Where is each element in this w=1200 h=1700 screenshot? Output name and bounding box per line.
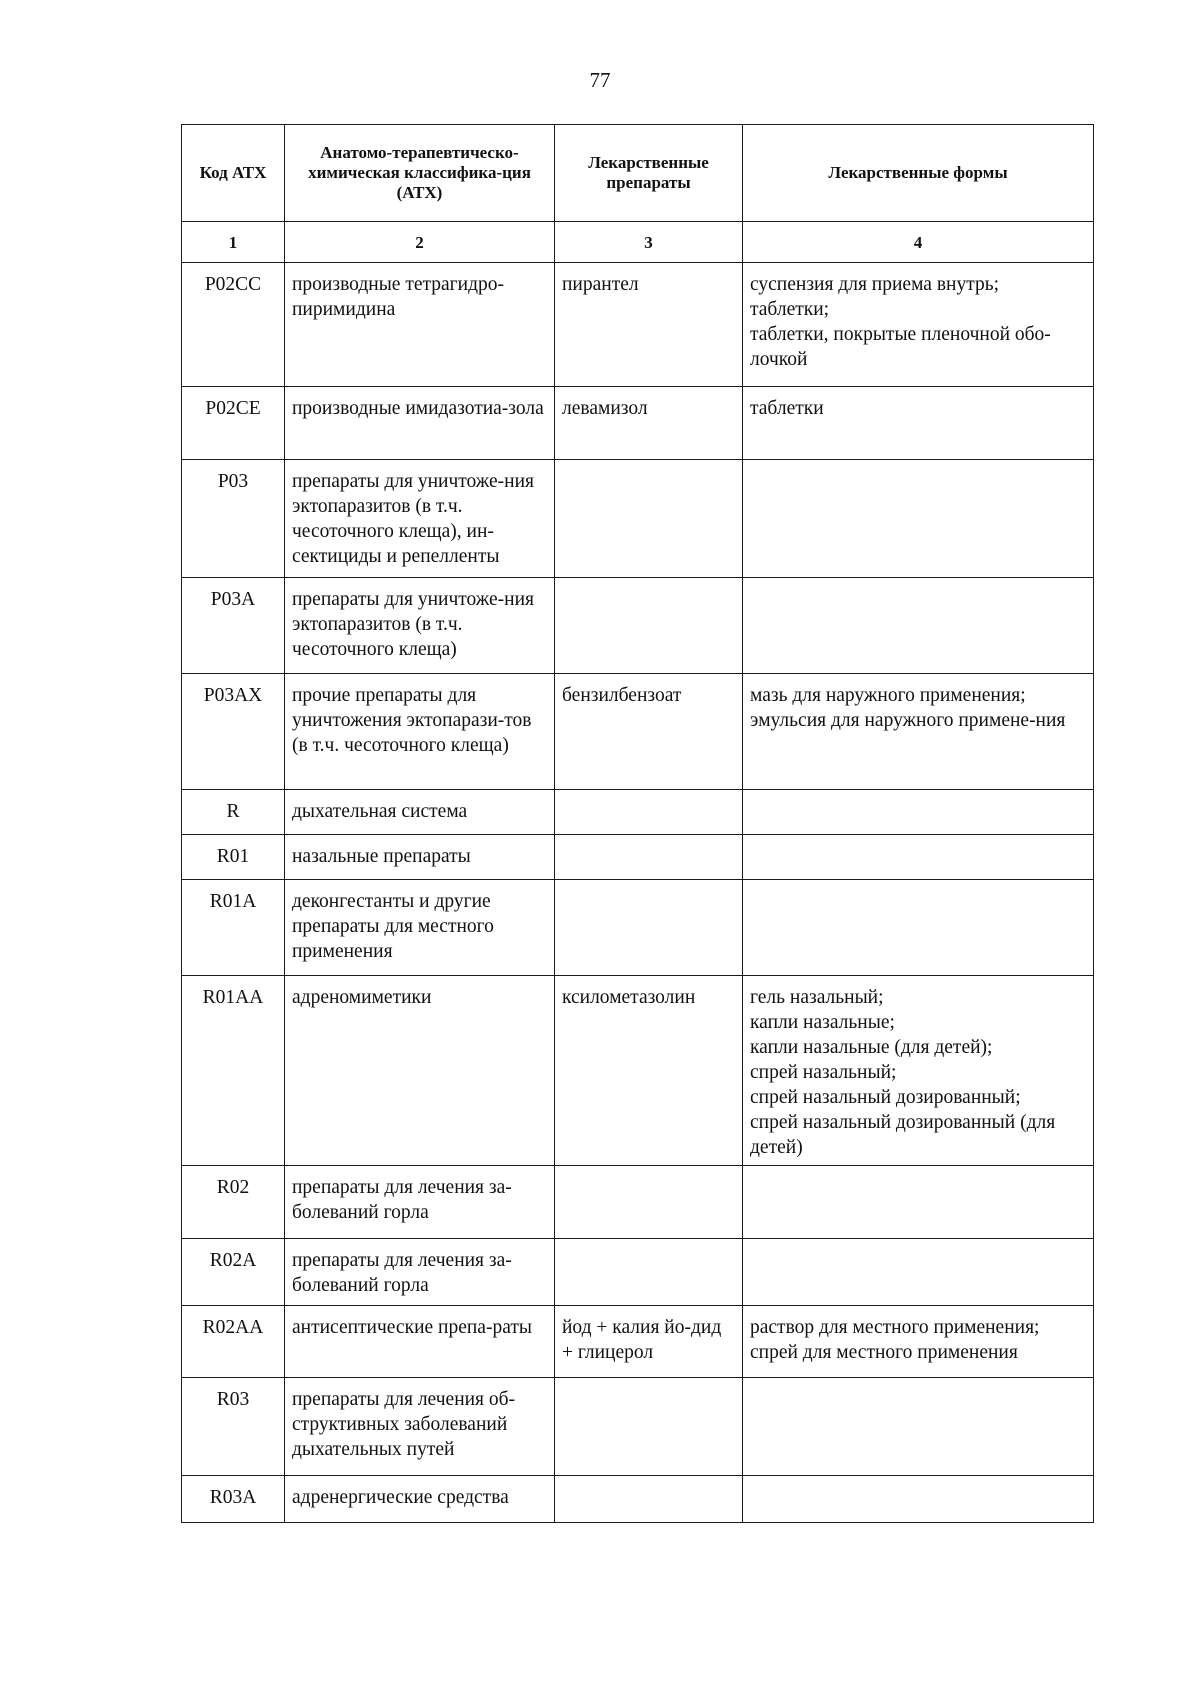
- atc-table: [181, 124, 1094, 1523]
- table-row: [182, 790, 1094, 835]
- dosage-form-item: спрей назальный;: [750, 1062, 897, 1083]
- classification-cell: производные тетрагидро-пиримидина: [285, 263, 555, 387]
- dosage-forms-cell: [743, 1306, 1094, 1378]
- atc-code-cell: P03: [182, 460, 285, 578]
- drug-cell: [555, 880, 743, 976]
- dosage-forms-cell: [743, 460, 1094, 578]
- classification-cell: назальные препараты: [285, 835, 555, 880]
- dosage-forms-cell: [743, 1166, 1094, 1239]
- atc-code-cell: R03: [182, 1378, 285, 1476]
- drug-cell: [555, 1239, 743, 1306]
- drug-cell: пирантел: [555, 263, 743, 387]
- header-atc-code: Код АТХ: [182, 125, 285, 222]
- dosage-form-item: мазь для наружного применения;: [750, 685, 1026, 706]
- column-number: 2: [285, 222, 555, 263]
- dosage-form-item: эмульсия для наружного примене-ния: [750, 710, 1066, 731]
- dosage-form-item: суспензия для приема внутрь;: [750, 274, 1000, 295]
- table-row: [182, 578, 1094, 674]
- dosage-forms-cell: [743, 1239, 1094, 1306]
- classification-cell: адренергические средства: [285, 1476, 555, 1523]
- drug-cell: [555, 790, 743, 835]
- classification-cell: дыхательная система: [285, 790, 555, 835]
- drug-cell: левамизол: [555, 387, 743, 460]
- table-row: [182, 1476, 1094, 1523]
- column-number: 1: [182, 222, 285, 263]
- column-number-row: [182, 222, 1094, 263]
- classification-cell: препараты для лечения за-болеваний горла: [285, 1239, 555, 1306]
- dosage-form-item: спрей для местного применения: [750, 1342, 1018, 1363]
- atc-code-cell: R03A: [182, 1476, 285, 1523]
- classification-cell: антисептические препа-раты: [285, 1306, 555, 1378]
- drug-cell: ксилометазолин: [555, 976, 743, 1166]
- dosage-forms-cell: [743, 880, 1094, 976]
- classification-cell: деконгестанты и другие препараты для местного применения: [285, 880, 555, 976]
- table-row: [182, 976, 1094, 1166]
- atc-code-cell: P02CE: [182, 387, 285, 460]
- header-atc-classification: Анатомо-терапевтическо-химическая классифика-ция (АТХ): [285, 125, 555, 222]
- dosage-forms-cell: [743, 263, 1094, 387]
- classification-cell: препараты для уничтоже-ния эктопаразитов (в т.ч. чесоточного клеща), ин-сектициды и репелленты: [285, 460, 555, 578]
- table-row: [182, 1166, 1094, 1239]
- dosage-forms-cell: [743, 387, 1094, 460]
- drug-cell: [555, 578, 743, 674]
- dosage-forms-cell: [743, 835, 1094, 880]
- atc-code-cell: P03A: [182, 578, 285, 674]
- drug-cell: йод + калия йо-дид + глицерол: [555, 1306, 743, 1378]
- atc-code-cell: P03AX: [182, 674, 285, 790]
- dosage-form-item: таблетки: [750, 398, 824, 419]
- classification-cell: препараты для лечения об-структивных заболеваний дыхательных путей: [285, 1378, 555, 1476]
- table-row: [182, 1306, 1094, 1378]
- drug-cell: [555, 460, 743, 578]
- dosage-form-item: гель назальный;: [750, 987, 884, 1008]
- dosage-forms-cell: [743, 976, 1094, 1166]
- drug-cell: [555, 1166, 743, 1239]
- dosage-form-item: раствор для местного применения;: [750, 1317, 1040, 1338]
- atc-code-cell: R02AA: [182, 1306, 285, 1378]
- table-row: [182, 835, 1094, 880]
- dosage-forms-cell: [743, 578, 1094, 674]
- drug-cell: [555, 1476, 743, 1523]
- header-drugs: Лекарственные препараты: [555, 125, 743, 222]
- page-number: 77: [589, 68, 611, 92]
- classification-cell: препараты для уничтоже-ния эктопаразитов (в т.ч. чесоточного клеща): [285, 578, 555, 674]
- dosage-forms-cell: [743, 1476, 1094, 1523]
- classification-cell: прочие препараты для уничтожения эктопарази-тов (в т.ч. чесоточного клеща): [285, 674, 555, 790]
- atc-code-cell: R01AA: [182, 976, 285, 1166]
- classification-cell: адреномиметики: [285, 976, 555, 1166]
- dosage-form-item: капли назальные;: [750, 1012, 895, 1033]
- table-header-row: [182, 125, 1094, 222]
- atc-code-cell: P02CC: [182, 263, 285, 387]
- atc-code-cell: R02A: [182, 1239, 285, 1306]
- table-row: [182, 1239, 1094, 1306]
- dosage-forms-cell: [743, 1378, 1094, 1476]
- dosage-form-item: таблетки, покрытые пленочной обо-лочкой: [750, 324, 1051, 370]
- header-dosage-forms: Лекарственные формы: [743, 125, 1094, 222]
- dosage-form-item: спрей назальный дозированный (для детей): [750, 1112, 1056, 1158]
- table-row: [182, 1378, 1094, 1476]
- table-row: [182, 880, 1094, 976]
- table-row: [182, 263, 1094, 387]
- dosage-form-item: капли назальные (для детей);: [750, 1037, 993, 1058]
- classification-cell: препараты для лечения за-болеваний горла: [285, 1166, 555, 1239]
- table-row: [182, 674, 1094, 790]
- table-row: [182, 460, 1094, 578]
- atc-code-cell: R01: [182, 835, 285, 880]
- dosage-forms-cell: [743, 790, 1094, 835]
- atc-code-cell: R: [182, 790, 285, 835]
- table-body: [182, 222, 1094, 1523]
- dosage-forms-cell: [743, 674, 1094, 790]
- dosage-form-item: таблетки;: [750, 299, 830, 320]
- table-row: [182, 387, 1094, 460]
- atc-code-cell: R02: [182, 1166, 285, 1239]
- drug-cell: [555, 1378, 743, 1476]
- dosage-form-item: спрей назальный дозированный;: [750, 1087, 1021, 1108]
- classification-cell: производные имидазотиа-зола: [285, 387, 555, 460]
- atc-code-cell: R01A: [182, 880, 285, 976]
- column-number: 4: [743, 222, 1094, 263]
- drug-cell: [555, 835, 743, 880]
- drug-cell: бензилбензоат: [555, 674, 743, 790]
- column-number: 3: [555, 222, 743, 263]
